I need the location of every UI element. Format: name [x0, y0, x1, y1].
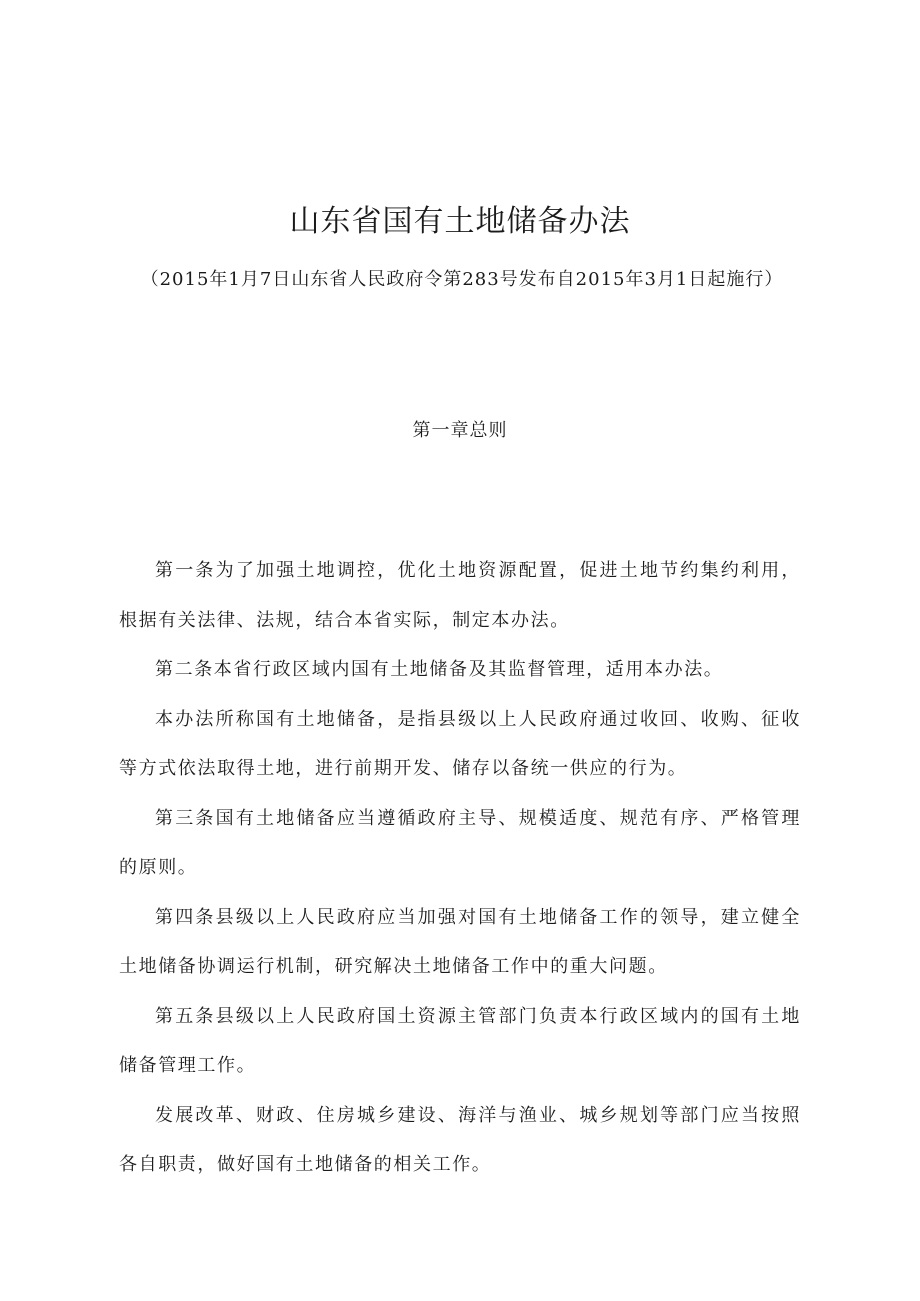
paragraph-article-1: 第一条为了加强土地调控，优化土地资源配置，促进土地节约集约利用，根据有关法律、法规，结合本省实际，制定本办法。	[119, 560, 801, 631]
chapter-heading: 第一章总则	[412, 420, 508, 441]
document-body	[119, 546, 801, 1190]
paragraph-article-2: 第二条本省行政区域内国有土地储备及其监督管理，适用本办法。	[155, 659, 724, 680]
paragraph-article-3: 第三条国有土地储备应当遵循政府主导、规模适度、规范有序、严格管理的原则。	[119, 807, 801, 878]
paragraph-article-5-departments: 发展改革、财政、住房城乡建设、海洋与渔业、城乡规划等部门应当按照各自职责，做好国有土地储备的相关工作。	[119, 1104, 801, 1175]
document-title: 山东省国有土地储备办法	[289, 204, 631, 239]
paragraph-article-4: 第四条县级以上人民政府应当加强对国有土地储备工作的领导，建立健全土地储备协调运行机制，研究解决土地储备工作中的重大问题。	[119, 906, 801, 977]
paragraph-article-2-definition: 本办法所称国有土地储备，是指县级以上人民政府通过收回、收购、征收等方式依法取得土地，进行前期开发、储存以备统一供应的行为。	[119, 708, 801, 779]
document-subtitle: （2015年1月7日山东省人民政府令第283号发布自2015年3月1日起施行）	[140, 269, 784, 290]
paragraph-article-5: 第五条县级以上人民政府国土资源主管部门负责本行政区域内的国有土地储备管理工作。	[119, 1005, 801, 1076]
